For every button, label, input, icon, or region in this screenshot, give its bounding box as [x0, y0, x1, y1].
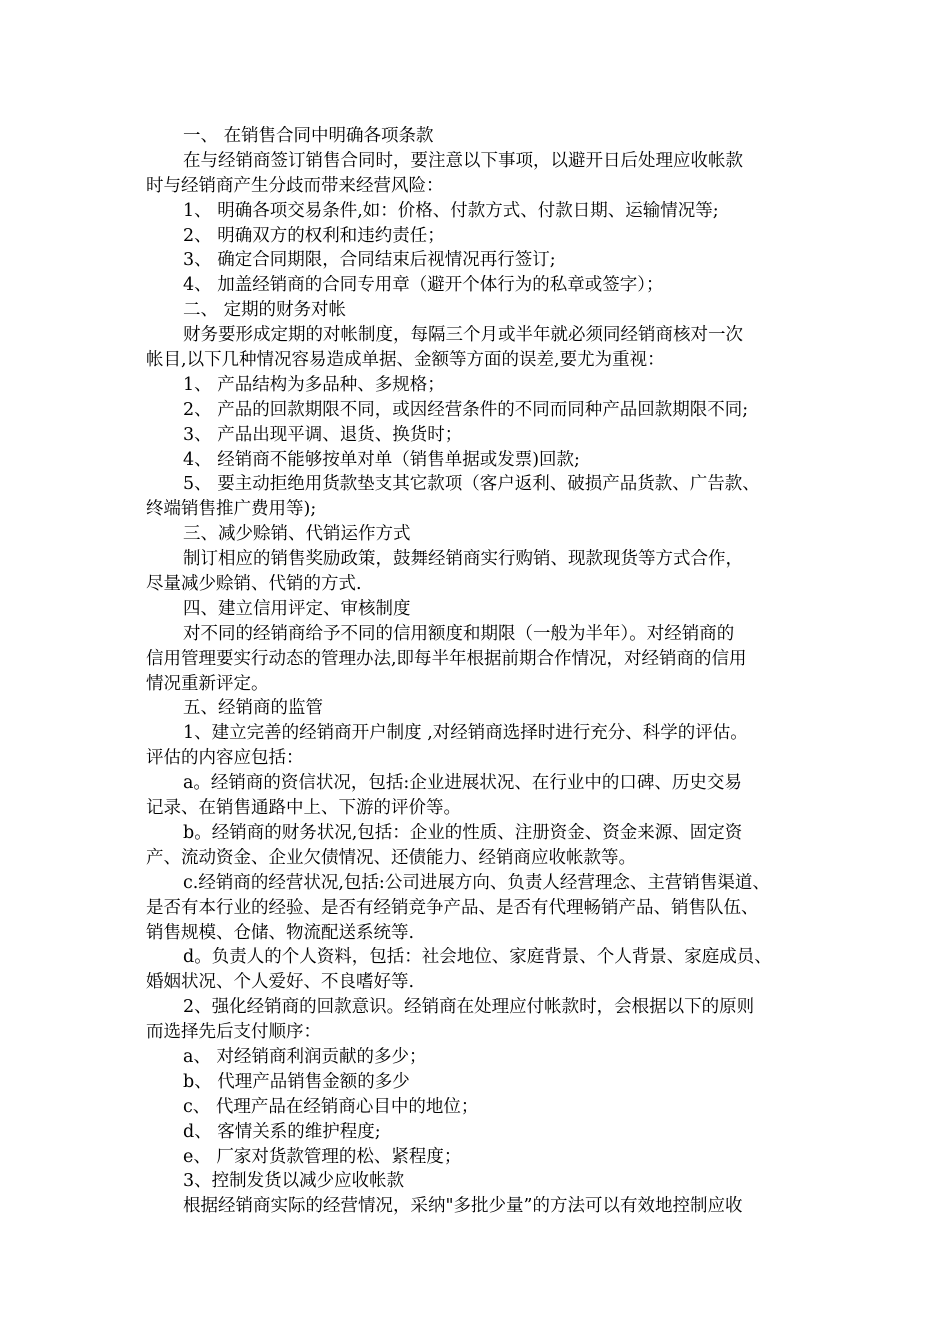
text-line: 对不同的经销商给予不同的信用额度和期限（一般为半年）。对经销商的	[183, 623, 735, 644]
text-line: 记录、在销售通路中上、下游的评价等。	[146, 798, 461, 819]
text-line: 3、控制发货以减少应收帐款	[183, 1171, 405, 1192]
text-line: 情况重新评定。	[146, 673, 269, 694]
text-line: 3、 产品出现平调、退货、换货时；	[183, 424, 463, 445]
text-line: 2、 明确双方的权利和违约责任；	[183, 225, 445, 246]
text-line: 3、 确定合同期限，合同结束后视情况再行签订;	[183, 250, 556, 271]
text-line: d。负责人的个人资料，包括：社会地位、家庭背景、个人背景、家庭成员、	[183, 947, 772, 968]
text-line: 婚姻状况、个人爱好、不良嗜好等.	[146, 972, 415, 993]
text-line: 时与经销商产生分歧而带来经营风险：	[146, 175, 444, 196]
text-line: 尽量减少赊销、代销的方式.	[146, 574, 362, 595]
text-line: 制订相应的销售奖励政策，鼓舞经销商实行购销、现款现货等方式合作，	[183, 549, 743, 570]
text-line: 2、强化经销商的回款意识。经销商在处理应付帐款时，会根据以下的原则	[183, 997, 755, 1018]
text-line: 4、 经销商不能够按单对单（销售单据或发票)回款;	[183, 449, 580, 470]
text-line: a、 对经销商利润贡献的多少；	[183, 1046, 427, 1067]
text-line: 5、 要主动拒绝用货款垫支其它款项（客户返利、破损产品货款、广告款、	[183, 474, 760, 495]
text-line: 根据经销商实际的经营情况，采纳"多批少量”的方法可以有效地控制应收	[183, 1196, 743, 1217]
text-line: b、 代理产品销售金额的多少	[183, 1071, 410, 1092]
text-line: 四、建立信用评定、审核制度	[183, 598, 411, 619]
text-line: c.经销商的经营状况,包括:公司进展方向、负责人经营理念、主营销售渠道、	[183, 872, 770, 893]
text-line: 1、 产品结构为多品种、多规格；	[183, 374, 445, 395]
text-line: d、 客情关系的维护程度;	[183, 1121, 381, 1142]
text-line: 二、 定期的财务对帐	[183, 300, 347, 321]
text-line: 评估的内容应包括：	[146, 748, 304, 769]
text-line: 是否有本行业的经验、是否有经销竞争产品、是否有代理畅销产品、销售队伍、	[146, 897, 759, 918]
text-line: 1、建立完善的经销商开户制度 ,对经销商选择时进行充分、科学的评估。	[183, 723, 748, 744]
text-line: 4、 加盖经销商的合同专用章（避开个体行为的私章或签字）；	[183, 275, 664, 296]
text-line: 终端销售推广费用等);	[146, 499, 317, 520]
text-line: a。经销商的资信状况，包括:企业进展状况、在行业中的口碑、历史交易	[183, 773, 742, 794]
text-line: 帐目,以下几种情况容易造成单据、金额等方面的误差,要尤为重视：	[146, 350, 665, 371]
text-line: c、 代理产品在经销商心目中的地位；	[183, 1096, 479, 1117]
text-line: b。经销商的财务状况,包括：企业的性质、注册资金、资金来源、固定资	[183, 822, 743, 843]
text-line: 三、减少赊销、代销运作方式	[183, 524, 411, 545]
text-line: 2、 产品的回款期限不同，或因经营条件的不同而同种产品回款期限不同;	[183, 399, 749, 420]
text-line: 一、 在销售合同中明确各项条款	[183, 126, 434, 146]
text-line: 销售规模、仓储、物流配送系统等.	[146, 922, 415, 943]
text-line: 财务要形成定期的对帐制度，每隔三个月或半年就必须同经销商核对一次	[183, 325, 743, 346]
text-line: 而选择先后支付顺序：	[146, 1022, 321, 1043]
text-line: e、 厂家对货款管理的松、紧程度；	[183, 1146, 462, 1167]
text-line: 1、 明确各项交易条件,如：价格、付款方式、付款日期、运输情况等;	[183, 200, 719, 221]
document-body	[146, 124, 814, 1219]
text-line: 在与经销商签订销售合同时，要注意以下事项，以避开日后处理应收帐款	[183, 150, 743, 171]
text-line: 五、经销商的监管	[183, 698, 323, 719]
text-line: 产、流动资金、企业欠债情况、还债能力、经销商应收帐款等。	[146, 847, 636, 868]
text-line: 信用管理要实行动态的管理办法,即每半年根据前期合作情况，对经销商的信用	[146, 648, 747, 669]
